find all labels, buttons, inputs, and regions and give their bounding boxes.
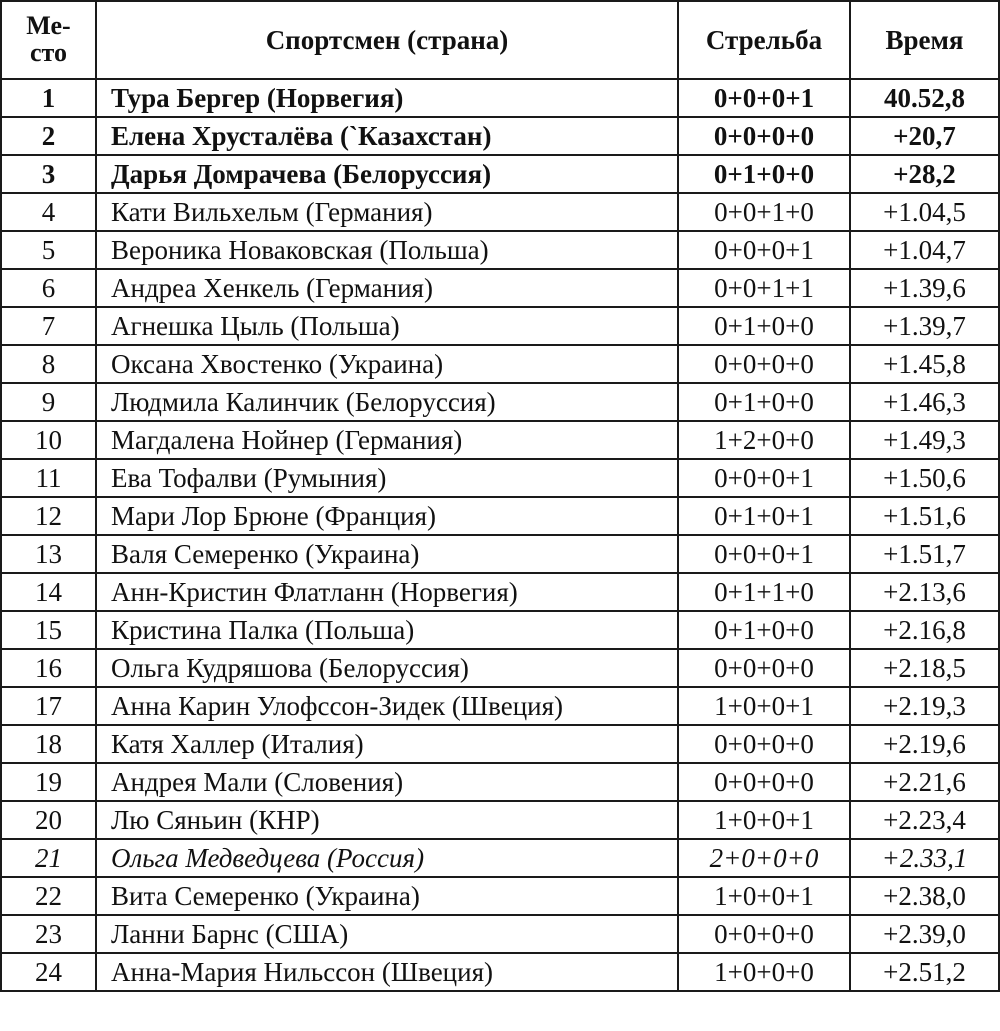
cell-athlete: Катя Халлер (Италия) xyxy=(96,725,678,763)
table-row xyxy=(1,763,999,801)
table-row xyxy=(1,383,999,421)
cell-place: 20 xyxy=(1,801,96,839)
cell-place: 5 xyxy=(1,231,96,269)
cell-shooting: 0+0+0+1 xyxy=(678,535,850,573)
cell-athlete: Ева Тофалви (Румыния) xyxy=(96,459,678,497)
table-row xyxy=(1,345,999,383)
table-row xyxy=(1,915,999,953)
cell-shooting: 0+0+0+0 xyxy=(678,763,850,801)
cell-place: 14 xyxy=(1,573,96,611)
cell-time: +2.39,0 xyxy=(850,915,999,953)
table-row xyxy=(1,421,999,459)
cell-time: +1.50,6 xyxy=(850,459,999,497)
cell-shooting: 1+0+0+1 xyxy=(678,801,850,839)
cell-shooting: 0+1+1+0 xyxy=(678,573,850,611)
cell-place: 9 xyxy=(1,383,96,421)
cell-time: +2.51,2 xyxy=(850,953,999,991)
cell-time: +2.23,4 xyxy=(850,801,999,839)
cell-place: 12 xyxy=(1,497,96,535)
cell-shooting: 0+1+0+0 xyxy=(678,307,850,345)
cell-shooting: 1+0+0+1 xyxy=(678,687,850,725)
cell-athlete: Ольга Кудряшова (Белоруссия) xyxy=(96,649,678,687)
cell-athlete: Кристина Палка (Польша) xyxy=(96,611,678,649)
cell-time: +1.51,6 xyxy=(850,497,999,535)
cell-athlete: Кати Вильхельм (Германия) xyxy=(96,193,678,231)
table-row xyxy=(1,535,999,573)
cell-shooting: 1+2+0+0 xyxy=(678,421,850,459)
cell-time: +1.49,3 xyxy=(850,421,999,459)
cell-place: 10 xyxy=(1,421,96,459)
table-row xyxy=(1,611,999,649)
cell-time: +1.39,6 xyxy=(850,269,999,307)
cell-shooting: 0+0+0+0 xyxy=(678,117,850,155)
cell-athlete: Ольга Медведцева (Россия) xyxy=(96,839,678,877)
cell-time: +20,7 xyxy=(850,117,999,155)
cell-athlete: Дарья Домрачева (Белоруссия) xyxy=(96,155,678,193)
cell-time: +2.13,6 xyxy=(850,573,999,611)
table-header xyxy=(1,1,999,79)
table-row xyxy=(1,155,999,193)
cell-athlete: Оксана Хвостенко (Украина) xyxy=(96,345,678,383)
header-time: Время xyxy=(850,1,999,79)
cell-time: +1.04,7 xyxy=(850,231,999,269)
cell-place: 16 xyxy=(1,649,96,687)
cell-athlete: Андреа Хенкель (Германия) xyxy=(96,269,678,307)
cell-shooting: 1+0+0+0 xyxy=(678,953,850,991)
table-row xyxy=(1,231,999,269)
cell-place: 4 xyxy=(1,193,96,231)
cell-shooting: 1+0+0+1 xyxy=(678,877,850,915)
cell-athlete: Ланни Барнс (США) xyxy=(96,915,678,953)
cell-shooting: 0+0+0+1 xyxy=(678,79,850,117)
table-body xyxy=(1,79,999,991)
table-row xyxy=(1,573,999,611)
cell-shooting: 0+1+0+1 xyxy=(678,497,850,535)
cell-place: 11 xyxy=(1,459,96,497)
cell-place: 15 xyxy=(1,611,96,649)
cell-shooting: 0+0+0+1 xyxy=(678,231,850,269)
cell-athlete: Вероника Новаковская (Польша) xyxy=(96,231,678,269)
table-row xyxy=(1,117,999,155)
cell-athlete: Людмила Калинчик (Белоруссия) xyxy=(96,383,678,421)
table-row xyxy=(1,687,999,725)
cell-place: 1 xyxy=(1,79,96,117)
cell-time: +1.45,8 xyxy=(850,345,999,383)
cell-athlete: Лю Сяньин (КНР) xyxy=(96,801,678,839)
table-row xyxy=(1,79,999,117)
cell-time: +2.19,6 xyxy=(850,725,999,763)
table-row xyxy=(1,839,999,877)
cell-time: +2.16,8 xyxy=(850,611,999,649)
cell-athlete: Магдалена Нойнер (Германия) xyxy=(96,421,678,459)
cell-athlete: Тура Бергер (Норвегия) xyxy=(96,79,678,117)
header-place: Ме- сто xyxy=(1,1,96,79)
cell-athlete: Мари Лор Брюне (Франция) xyxy=(96,497,678,535)
cell-shooting: 0+1+0+0 xyxy=(678,611,850,649)
cell-place: 7 xyxy=(1,307,96,345)
cell-time: +2.38,0 xyxy=(850,877,999,915)
cell-shooting: 2+0+0+0 xyxy=(678,839,850,877)
cell-time: +2.33,1 xyxy=(850,839,999,877)
cell-athlete: Анна Карин Улофссон-Зидек (Швеция) xyxy=(96,687,678,725)
cell-shooting: 0+0+0+0 xyxy=(678,345,850,383)
table-row xyxy=(1,877,999,915)
cell-place: 8 xyxy=(1,345,96,383)
table-row xyxy=(1,459,999,497)
header-athlete: Спортсмен (страна) xyxy=(96,1,678,79)
cell-place: 24 xyxy=(1,953,96,991)
cell-athlete: Анн-Кристин Флатланн (Норвегия) xyxy=(96,573,678,611)
table-row xyxy=(1,725,999,763)
cell-place: 6 xyxy=(1,269,96,307)
cell-time: +2.19,3 xyxy=(850,687,999,725)
cell-time: +1.46,3 xyxy=(850,383,999,421)
cell-athlete: Андрея Мали (Словения) xyxy=(96,763,678,801)
cell-athlete: Агнешка Цыль (Польша) xyxy=(96,307,678,345)
cell-shooting: 0+0+0+1 xyxy=(678,459,850,497)
table-row xyxy=(1,649,999,687)
table-row xyxy=(1,269,999,307)
cell-shooting: 0+1+0+0 xyxy=(678,383,850,421)
table-row xyxy=(1,801,999,839)
cell-shooting: 0+0+0+0 xyxy=(678,915,850,953)
cell-shooting: 0+0+0+0 xyxy=(678,649,850,687)
header-row xyxy=(1,1,999,79)
table-row xyxy=(1,497,999,535)
cell-place: 2 xyxy=(1,117,96,155)
cell-place: 23 xyxy=(1,915,96,953)
cell-place: 3 xyxy=(1,155,96,193)
cell-athlete: Елена Хрусталёва (`Казахстан) xyxy=(96,117,678,155)
cell-time: +1.04,5 xyxy=(850,193,999,231)
cell-place: 18 xyxy=(1,725,96,763)
header-shooting: Стрельба xyxy=(678,1,850,79)
cell-place: 22 xyxy=(1,877,96,915)
table-row xyxy=(1,307,999,345)
cell-time: +2.21,6 xyxy=(850,763,999,801)
table-row xyxy=(1,953,999,991)
cell-athlete: Анна-Мария Нильссон (Швеция) xyxy=(96,953,678,991)
cell-time: +2.18,5 xyxy=(850,649,999,687)
cell-shooting: 0+0+1+0 xyxy=(678,193,850,231)
cell-place: 17 xyxy=(1,687,96,725)
cell-place: 13 xyxy=(1,535,96,573)
cell-time: +1.39,7 xyxy=(850,307,999,345)
table-row xyxy=(1,193,999,231)
cell-shooting: 0+0+0+0 xyxy=(678,725,850,763)
cell-athlete: Вита Семеренко (Украина) xyxy=(96,877,678,915)
cell-shooting: 0+0+1+1 xyxy=(678,269,850,307)
cell-place: 19 xyxy=(1,763,96,801)
cell-time: +28,2 xyxy=(850,155,999,193)
cell-time: +1.51,7 xyxy=(850,535,999,573)
cell-place: 21 xyxy=(1,839,96,877)
cell-shooting: 0+1+0+0 xyxy=(678,155,850,193)
cell-time: 40.52,8 xyxy=(850,79,999,117)
cell-athlete: Валя Семеренко (Украина) xyxy=(96,535,678,573)
